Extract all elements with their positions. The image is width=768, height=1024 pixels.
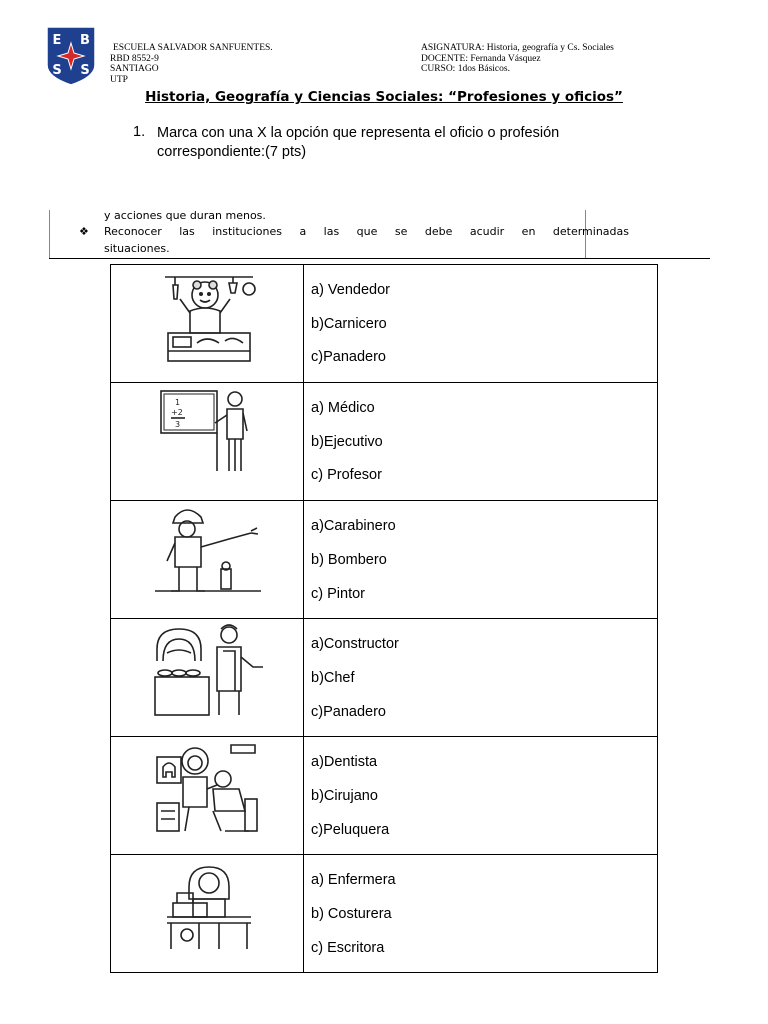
question-line-1: Marca con una X la opción que representa el oficio o profesión [157,125,560,141]
logo-letter-s1: S [52,63,62,78]
option-c[interactable]: c)Panadero [311,703,386,720]
dentist-illustration-icon [153,739,263,839]
table-row [111,501,658,619]
option-c[interactable]: c) Escritora [311,939,385,956]
school-rbd: RBD 8552-9 [110,53,159,64]
logo-letter-s2: S [80,63,90,78]
firefighter-illustration-icon [153,503,263,603]
chalkboard-line-3: 3 [175,420,181,430]
option-a[interactable]: a) Vendedor [311,282,391,298]
question-number: 1. [133,124,146,140]
options-cell [304,265,658,383]
image-cell [111,855,304,973]
option-a[interactable]: a) Enfermera [311,872,396,889]
teacher-illustration-icon [153,385,263,485]
option-c[interactable]: c)Peluquera [311,821,390,838]
school-city: SANTIAGO [110,64,159,74]
school-name: ESCUELA SALVADOR SANFUENTES. [113,43,273,53]
options-cell [304,737,658,855]
image-cell [111,383,304,501]
teacher-label: DOCENTE: Fernanda Vásquez [421,53,541,64]
course-label: CURSO: 1dos Básicos. [421,64,510,74]
merchant-illustration-icon [153,267,263,367]
page-title: Historia, Geografía y Ciencias Sociales: “Profesiones y oficios” [145,89,623,105]
fragment-line-1: y acciones que duran menos. [104,210,266,222]
table-row [111,265,658,383]
logo-letter-b: B [80,33,90,48]
logo-letter-e: E [52,33,62,48]
option-b[interactable]: b) Bombero [311,551,387,568]
image-cell [111,737,304,855]
occupations-table [110,264,658,973]
table-row [111,737,658,855]
header-course-info [421,43,614,75]
school-unit: UTP [110,74,128,85]
chalkboard-line-2: +2 [171,408,183,418]
option-c[interactable]: c) Profesor [311,467,382,484]
fragment-line-2: Reconocer las instituciones a las que se debe acudir en determinadas [104,225,629,238]
fragment-line-3: situaciones. [104,242,170,255]
question-text [157,124,597,162]
fragment-bullet-icon: ❖ [79,225,89,238]
option-b[interactable]: b)Chef [311,669,355,686]
options-cell [304,855,658,973]
question-line-2: correspondiente:(7 pts) [157,144,307,160]
option-c[interactable]: c) Pintor [311,585,365,602]
baker-illustration-icon [153,621,263,721]
option-b[interactable]: b) Costurera [311,906,392,922]
subject-label: ASIGNATURA: Historia, geografía y Cs. Sociales [421,43,614,53]
options-cell [304,383,658,501]
option-a[interactable]: a) Médico [311,400,375,417]
table-row [111,855,658,973]
option-b[interactable]: b)Ejecutivo [311,433,383,450]
school-logo-icon [44,25,98,87]
image-cell [111,265,304,383]
image-cell [111,619,304,737]
options-cell [304,619,658,737]
option-a[interactable]: a)Carabinero [311,518,396,535]
option-a[interactable]: a)Dentista [311,754,378,771]
option-b[interactable]: b)Carnicero [311,315,387,332]
chalkboard-line-1: 1 [175,398,181,408]
table-row [111,619,658,737]
image-cell [111,501,304,619]
header-school-info [110,43,273,85]
seamstress-illustration-icon [153,857,263,957]
fragment-left-border [49,210,50,258]
options-cell [304,501,658,619]
table-row [111,383,658,501]
option-c[interactable]: c)Panadero [311,349,386,366]
option-a[interactable]: a)Constructor [311,636,399,653]
pasted-objectives-fragment [49,210,710,259]
option-b[interactable]: b)Cirujano [311,787,378,804]
